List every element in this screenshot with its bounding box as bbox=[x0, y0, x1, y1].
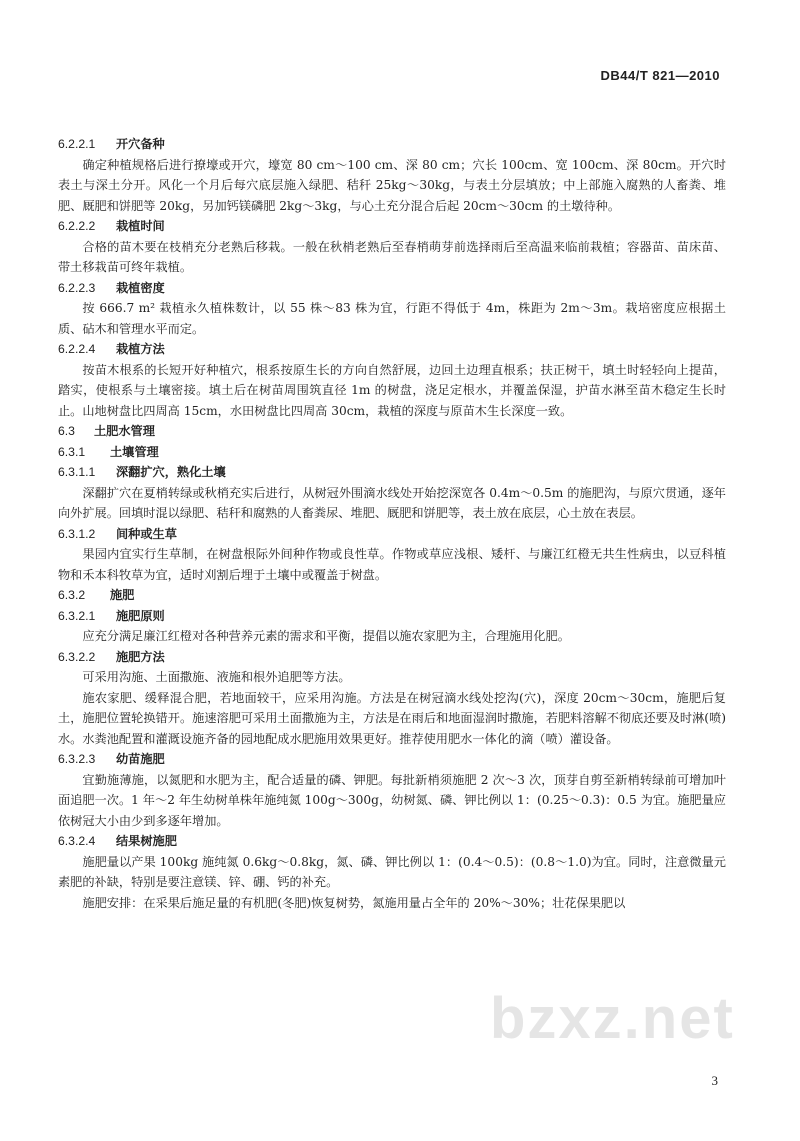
paragraph: 施农家肥、缓释混合肥，若地面较干，应采用沟施。方法是在树冠滴水线处挖沟(穴)，深度 20cm～30cm，施肥后复土，施肥位置轮换错开。施速溶肥可采用土面撒施为主，方法是在雨后和地面湿润时撒施，若肥料溶解不彻底还要及时淋(喷)水。水粪池配置和灌溉设施齐备的园地配成水肥施用效果更好。推荐使用肥水一体化的滴（喷）灌设备。 bbox=[58, 690, 726, 746]
page-number: 3 bbox=[711, 1073, 718, 1088]
section-number: 6.2.2.1 bbox=[58, 137, 96, 151]
section-title: 幼苗施肥 bbox=[116, 752, 165, 766]
section-title: 栽植方法 bbox=[116, 342, 165, 356]
section-number: 6.3.2.2 bbox=[58, 649, 96, 664]
section-title: 施肥原则 bbox=[116, 608, 165, 623]
section-number: 6.3.2.1 bbox=[58, 608, 96, 623]
section-title: 栽植密度 bbox=[116, 280, 165, 295]
watermark: bzxz.net bbox=[490, 986, 735, 1051]
section-title: 间种或生草 bbox=[116, 526, 177, 541]
section-heading bbox=[58, 585, 726, 606]
section-title: 施肥方法 bbox=[116, 649, 165, 664]
paragraph: 按苗木根系的长短开好种植穴，根系按原生长的方向自然舒展，边回土边理直根系；扶正树干，填土时轻轻向上提苗，踏实，使根系与土壤密接。填土后在树苗周围筑直径 1m 的树盘，浇足定根水，并覆盖保湿，护苗水淋至苗木稳定生长时止。山地树盘比四周高 15cm，水田树盘比四周高 30cm，栽植的深度与原苗木生长深度一致。 bbox=[58, 362, 726, 418]
section-heading bbox=[58, 749, 726, 770]
section-number: 6.3.2.4 bbox=[58, 834, 96, 848]
section-heading bbox=[58, 339, 726, 360]
section-title: 土壤管理 bbox=[110, 444, 159, 459]
section-title: 开穴备种 bbox=[116, 137, 165, 151]
section-heading bbox=[58, 421, 726, 442]
section-heading bbox=[58, 216, 726, 237]
section-heading bbox=[58, 647, 726, 668]
paragraph: 施肥安排：在采果后施足量的有机肥(冬肥)恢复树势，氮施用量占全年的 20%～30%；壮花保果肥以 bbox=[82, 895, 626, 910]
paragraph: 果园内宜实行生草制，在树盘根际外间种作物或良性草。作物或草应浅根、矮杆、与廉江红橙无共生性病虫，以豆科植物和禾本科牧草为宜，适时刈割后埋于土壤中或覆盖于树盘。 bbox=[58, 547, 726, 582]
section-heading bbox=[58, 462, 726, 483]
paragraph: 应充分满足廉江红橙对各种营养元素的需求和平衡，提倡以施农家肥为主，合理施用化肥。 bbox=[82, 629, 570, 643]
paragraph: 深翻扩穴在夏梢转绿或秋梢充实后进行，从树冠外围滴水线处开始挖深宽各 0.4m～0.5m 的施肥沟，与原穴贯通，逐年向外扩展。回填时混以绿肥、秸秆和腐熟的人畜粪尿、堆肥、厩肥和饼肥等，表土放在底层，心土放在表层。 bbox=[58, 485, 726, 520]
paragraph: 可采用沟施、土面撒施、液施和根外追肥等方法。 bbox=[82, 670, 351, 684]
section-number: 6.3 bbox=[58, 424, 75, 438]
section-title: 施肥 bbox=[110, 588, 135, 602]
section-number: 6.3.2 bbox=[58, 588, 86, 602]
paragraph: 合格的苗木要在枝梢充分老熟后移栽。一般在秋梢老熟后至春梢萌芽前选择雨后至高温来临前栽植；容器苗、苗床苗、带土移栽苗可终年栽植。 bbox=[58, 239, 726, 274]
paragraph: 按 666.7 m² 栽植永久植株数计，以 55 株～83 株为宜，行距不得低于 4m，株距为 2m～3m。栽培密度应根据土质、砧木和管理水平而定。 bbox=[58, 301, 726, 336]
section-title: 结果树施肥 bbox=[116, 834, 177, 848]
section-number: 6.3.2.3 bbox=[58, 752, 96, 766]
paragraph: 宜勤施薄施，以氮肥和水肥为主，配合适量的磷、钾肥。每批新梢须施肥 2 次～3 次，顶芽自剪至新梢转绿前可增加叶面追肥一次。1 年～2 年生幼树单株年施纯氮 100g～300g，幼树氮、磷、钾比例以 1：(0.25～0.3)：0.5 为宜。施肥量应依树冠大小由少到多逐年增加。 bbox=[58, 772, 726, 828]
document-body bbox=[58, 134, 726, 913]
section-heading bbox=[58, 524, 726, 545]
section-heading bbox=[58, 442, 726, 463]
section-number: 6.3.1.1 bbox=[58, 465, 96, 479]
section-heading bbox=[58, 831, 726, 852]
section-number: 6.2.2.2 bbox=[58, 219, 96, 233]
section-number: 6.2.2.3 bbox=[58, 280, 96, 295]
paragraph: 确定种植规格后进行撩壕或开穴，壕宽 80 cm～100 cm、深 80 cm；穴长 100cm、宽 100cm、深 80cm。开穴时表土与深土分开。风化一个月后每穴底层施入绿肥、秸秆 25kg～30kg，与表土分层填放；中上部施入腐熟的人畜粪、堆肥、厩肥和饼肥等 20kg，另加钙镁磷肥 2kg～3kg，与心土充分混合后起 20cm～30cm 的土墩待种。 bbox=[58, 157, 726, 213]
paragraph: 施肥量以产果 100kg 施纯氮 0.6kg～0.8kg，氮、磷、钾比例以 1：(0.4～0.5)：(0.8～1.0)为宜。同时，注意微量元素肥的补缺，特别是要注意镁、锌、硼、钙的补充。 bbox=[58, 854, 726, 889]
section-heading bbox=[58, 278, 726, 299]
section-number: 6.2.2.4 bbox=[58, 342, 96, 356]
section-title: 深翻扩穴，熟化土壤 bbox=[116, 465, 226, 479]
section-number: 6.3.1.2 bbox=[58, 526, 96, 541]
document-id: DB44/T 821—2010 bbox=[600, 68, 720, 83]
section-heading bbox=[58, 134, 726, 155]
section-number: 6.3.1 bbox=[58, 444, 86, 459]
section-title: 栽植时间 bbox=[116, 219, 165, 233]
section-title: 土肥水管理 bbox=[94, 424, 155, 438]
section-heading bbox=[58, 606, 726, 627]
